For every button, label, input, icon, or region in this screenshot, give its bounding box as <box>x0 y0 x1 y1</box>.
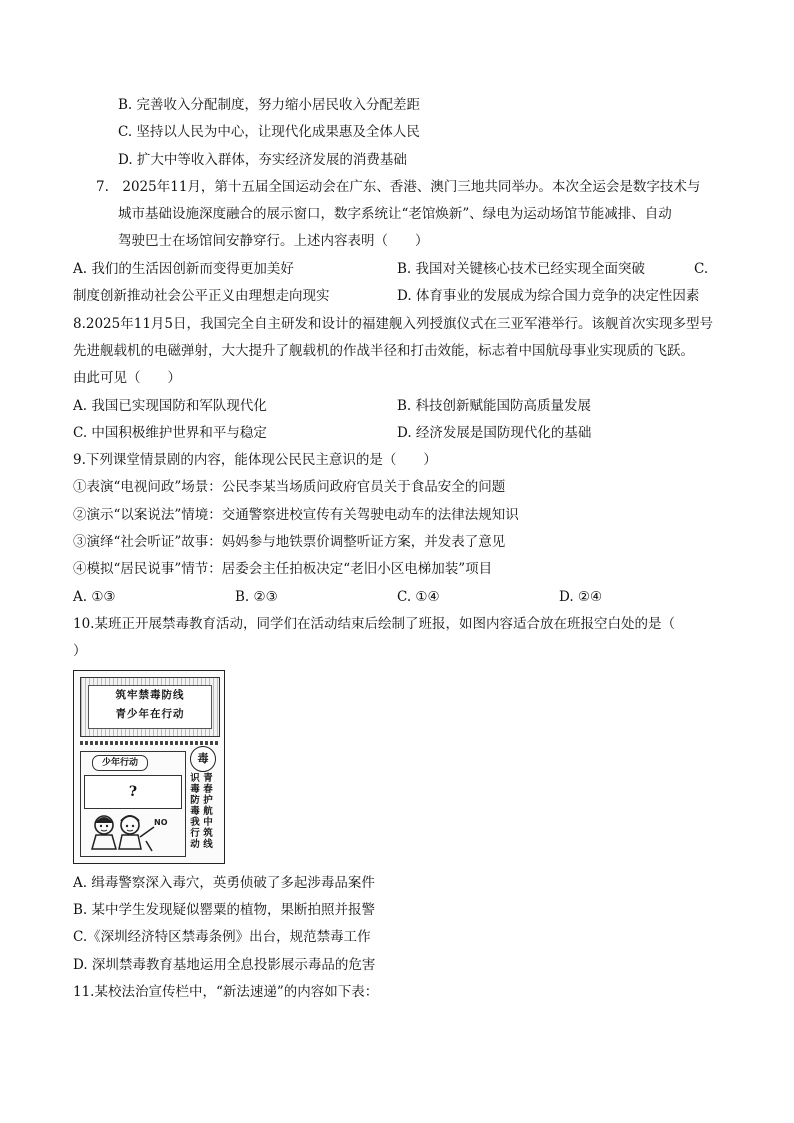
poster-divider <box>80 741 218 745</box>
q7-option-c: 制度创新推动社会公平正义由理想走向现实 <box>73 288 330 304</box>
q9-option-d: D. ②④ <box>559 589 603 605</box>
poster-title-line2: 青少年在行动 <box>115 708 185 720</box>
q7-option-c-label: C. <box>694 261 709 277</box>
q9-item-1: ①表演“电视问政”场景：公民李某当场质问政府官员关于食品安全的问题 <box>73 479 506 495</box>
poster-kids-illustration <box>86 811 178 855</box>
poster-du-emblem: 毒 <box>190 746 216 772</box>
q6-option-d: D. 扩大中等收入群体，夯实经济发展的消费基础 <box>118 152 407 168</box>
class-poster-figure <box>73 670 225 864</box>
q7-option-d: D. 体育事业的发展成为综合国力竞争的决定性因素 <box>397 288 700 304</box>
q7-option-b: B. 我国对关键核心技术已经实现全面突破 <box>397 261 646 277</box>
q8-stem-line3: 由此可见（ ） <box>73 370 181 386</box>
q6-option-b: B. 完善收入分配制度，努力缩小居民收入分配差距 <box>118 97 421 113</box>
q9-stem: 9.下列课堂情景剧的内容，能体现公民民主意识的是（ ） <box>73 452 437 468</box>
q8-option-a: A. 我国已实现国防和军队现代化 <box>73 398 267 414</box>
poster-slogan-col2: 识毒防毒我行动 <box>190 773 200 850</box>
q6-option-c: C. 坚持以人民为中心，让现代化成果惠及全体人民 <box>118 124 420 140</box>
q8-option-d: D. 经济发展是国防现代化的基础 <box>397 425 592 441</box>
q9-option-b: B. ②③ <box>235 589 278 605</box>
q10-stem-line1: 10.某班正开展禁毒教育活动，同学们在活动结束后绘制了班报，如图内容适合放在班报空白处的是（ <box>73 616 675 632</box>
q9-item-4: ④模拟“居民说事”情节：居委会主任拍板决定“老旧小区电梯加装”项目 <box>73 561 493 577</box>
q8-option-c: C. 中国积极维护世界和平与稳定 <box>73 425 267 441</box>
q8-stem-line1: 8.2025年11月5日，我国完全自主研发和设计的福建舰入列授旗仪式在三亚军港举行。该舰首次实现多型号 <box>73 316 714 332</box>
poster-no-text: NO <box>154 818 168 827</box>
q9-item-3: ③演绎“社会听证”故事：妈妈参与地铁票价调整听证方案，并发表了意见 <box>73 534 506 550</box>
poster-blank-box: ? <box>84 775 182 809</box>
q9-item-2: ②演示“以案说法”情境：交通警察进校宣传有关驾驶电动车的法律法规知识 <box>73 507 519 523</box>
poster-title-line1: 筑牢禁毒防线 <box>115 689 185 701</box>
poster-slogan-col1: 青春护航中筑线 <box>203 773 213 850</box>
q7-stem-line3: 驾驶巴士在场馆间安静穿行。上述内容表明（ ） <box>118 233 429 249</box>
q7-stem-line2: 城市基础设施深度融合的展示窗口，数字系统让“老馆焕新”、绿电为运动场馆节能减排、自动 <box>118 206 672 222</box>
q10-option-d: D. 深圳禁毒教育基地运用全息投影展示毒品的危害 <box>73 957 376 973</box>
q10-option-c: C.《深圳经济特区禁毒条例》出台，规范禁毒工作 <box>73 929 371 945</box>
q8-stem-line2: 先进舰载机的电磁弹射，大大提升了舰载机的作战半径和打击效能，标志着中国航母事业实现质的飞跃。 <box>73 343 694 359</box>
q10-option-a: A. 缉毒警察深入毒穴，英勇侦破了多起涉毒品案件 <box>73 875 375 891</box>
q10-stem-line2: ） <box>73 643 87 659</box>
q7-stem-line1: 7. 2025年11月，第十五届全国运动会在广东、香港、澳门三地共同举办。本次全运会是数字技术与 <box>96 179 701 195</box>
poster-badge: 少年行动 <box>92 755 148 771</box>
q7-option-a: A. 我们的生活因创新而变得更加美好 <box>73 261 294 277</box>
q9-option-c: C. ①④ <box>397 589 440 605</box>
q8-option-b: B. 科技创新赋能国防高质量发展 <box>397 398 592 414</box>
q9-option-a: A. ①③ <box>73 589 116 605</box>
q11-stem: 11.某校法治宣传栏中，“新法速递”的内容如下表： <box>73 984 379 1000</box>
q10-option-b: B. 某中学生发现疑似罂粟的植物，果断拍照并报警 <box>73 902 376 918</box>
poster-title <box>88 685 212 729</box>
